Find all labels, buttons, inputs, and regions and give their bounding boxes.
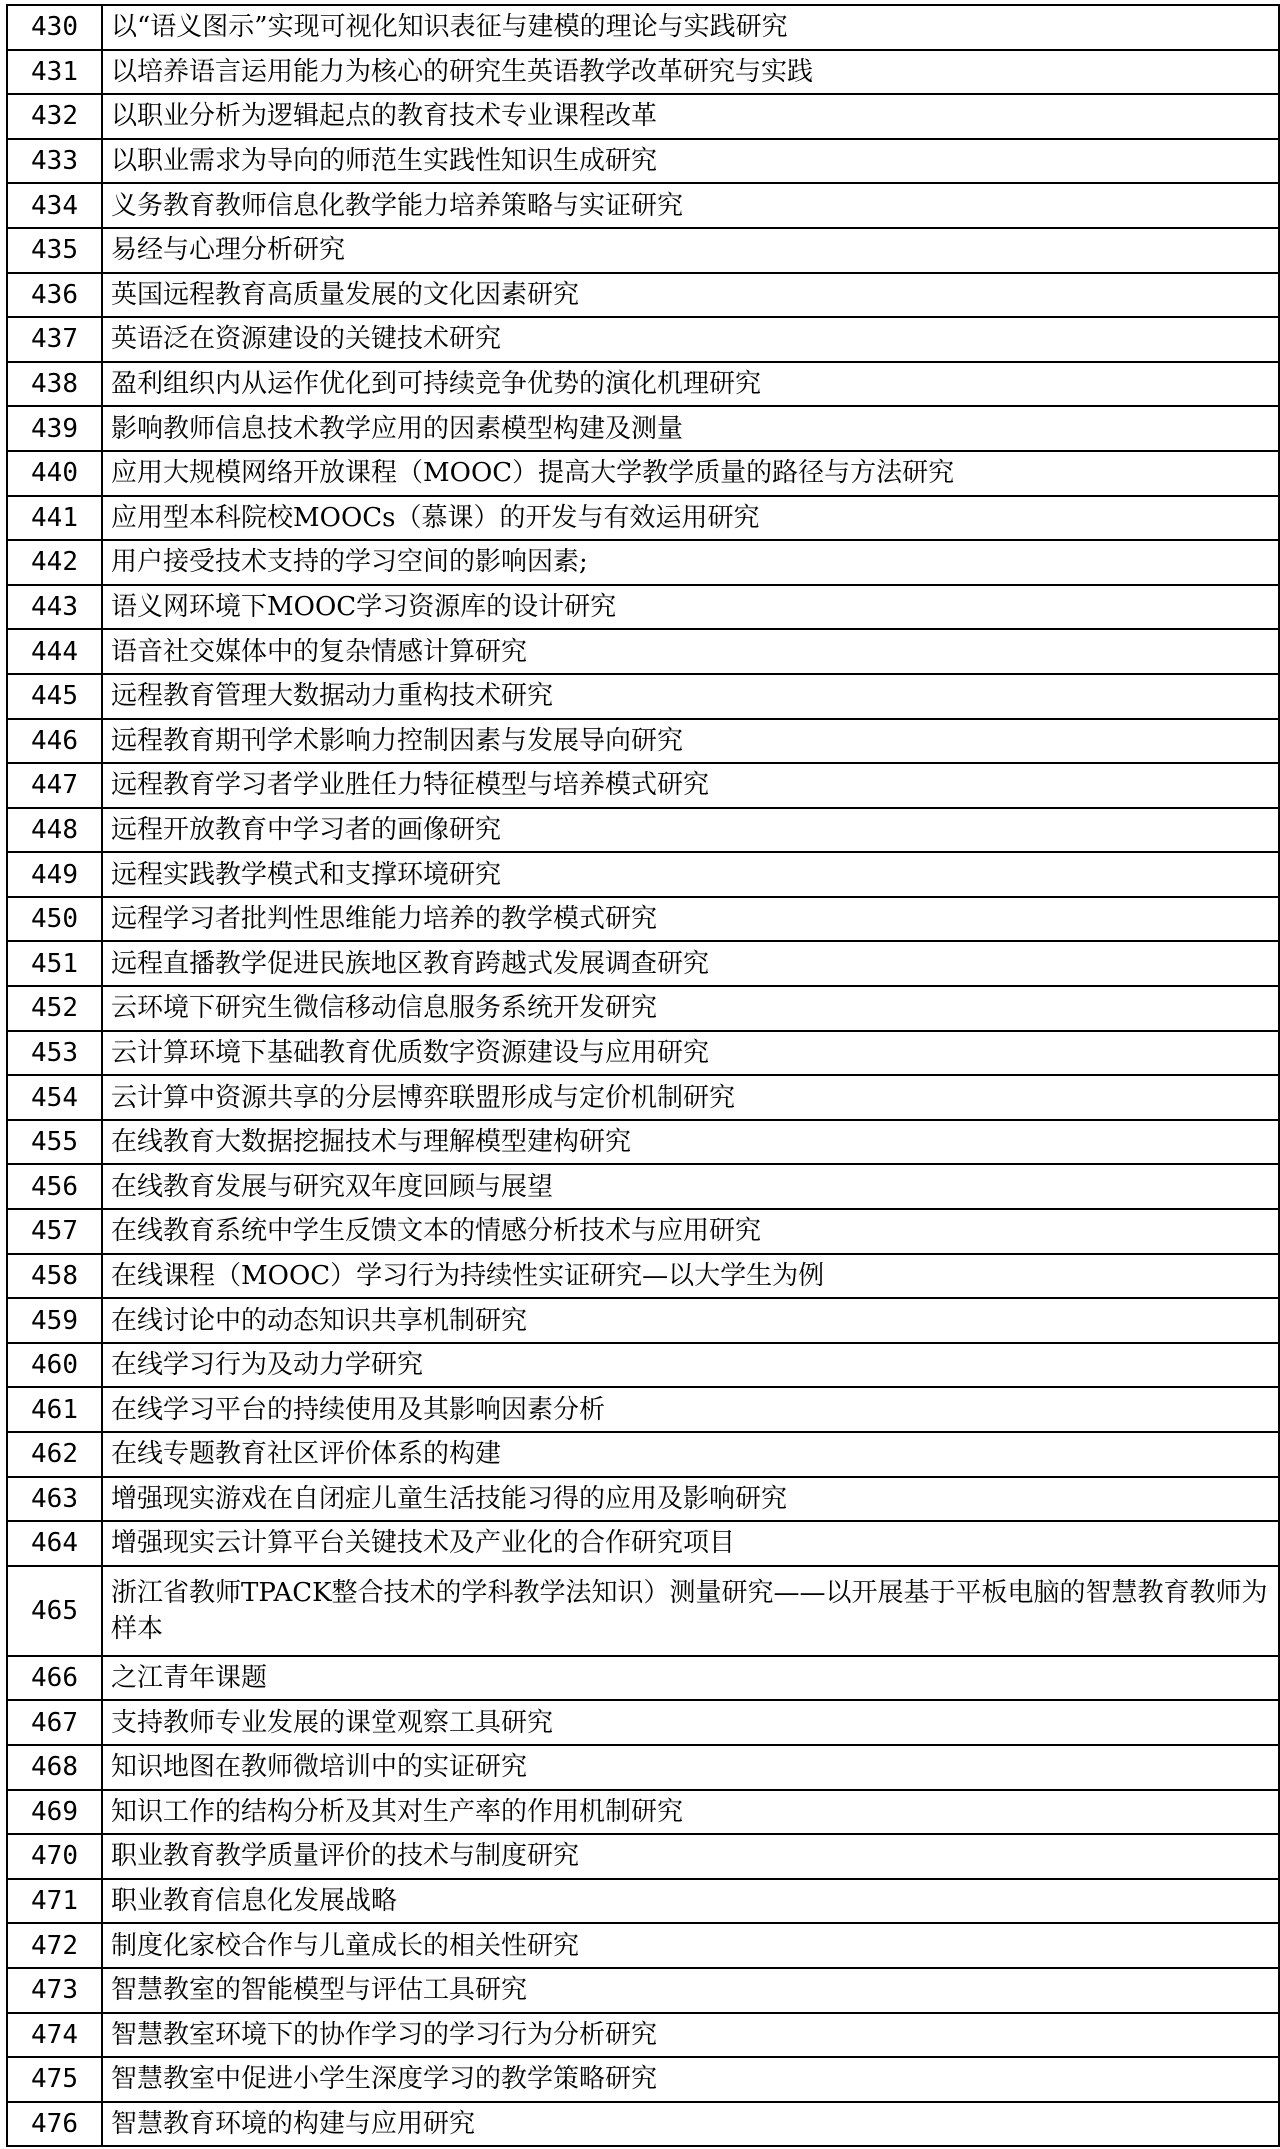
row-number: 474 <box>7 2013 102 2058</box>
table-row <box>7 852 1279 897</box>
topic-title: 应用型本科院校MOOCs（慕课）的开发与有效运用研究 <box>102 496 1279 541</box>
topic-title: 在线学习行为及动力学研究 <box>102 1343 1279 1388</box>
table-row <box>7 763 1279 808</box>
table-row <box>7 1343 1279 1388</box>
row-number: 466 <box>7 1656 102 1701</box>
table-row <box>7 1164 1279 1209</box>
topic-title: 远程教育管理大数据动力重构技术研究 <box>102 674 1279 719</box>
table-row <box>7 941 1279 986</box>
row-number: 473 <box>7 1968 102 2013</box>
row-number: 464 <box>7 1521 102 1566</box>
topic-title: 远程学习者批判性思维能力培养的教学模式研究 <box>102 897 1279 942</box>
topic-title: 远程实践教学模式和支撑环境研究 <box>102 852 1279 897</box>
topic-title: 影响教师信息技术教学应用的因素模型构建及测量 <box>102 406 1279 451</box>
table-row <box>7 2102 1279 2147</box>
row-number: 469 <box>7 1790 102 1835</box>
table-row <box>7 986 1279 1031</box>
row-number: 432 <box>7 94 102 139</box>
table-row <box>7 2057 1279 2102</box>
topic-title: 职业教育教学质量评价的技术与制度研究 <box>102 1834 1279 1879</box>
table-row <box>7 2013 1279 2058</box>
row-number: 433 <box>7 139 102 184</box>
topic-title: 在线专题教育社区评价体系的构建 <box>102 1432 1279 1477</box>
table-row <box>7 540 1279 585</box>
row-number: 449 <box>7 852 102 897</box>
row-number: 430 <box>7 5 102 50</box>
topic-title: 义务教育教师信息化教学能力培养策略与实证研究 <box>102 183 1279 228</box>
row-number: 460 <box>7 1343 102 1388</box>
table-row <box>7 808 1279 853</box>
table-row <box>7 674 1279 719</box>
row-number: 475 <box>7 2057 102 2102</box>
topic-title: 云计算中资源共享的分层博弈联盟形成与定价机制研究 <box>102 1075 1279 1120</box>
row-number: 454 <box>7 1075 102 1120</box>
table-row <box>7 228 1279 273</box>
table-row <box>7 273 1279 318</box>
topic-title: 远程开放教育中学习者的画像研究 <box>102 808 1279 853</box>
table-row <box>7 1656 1279 1701</box>
topic-title: 云环境下研究生微信移动信息服务系统开发研究 <box>102 986 1279 1031</box>
table-body <box>7 5 1279 2146</box>
table-row <box>7 1700 1279 1745</box>
topic-title: 以职业需求为导向的师范生实践性知识生成研究 <box>102 139 1279 184</box>
row-number: 445 <box>7 674 102 719</box>
topic-title: 在线课程（MOOC）学习行为持续性实证研究—以大学生为例 <box>102 1254 1279 1299</box>
row-number: 455 <box>7 1120 102 1165</box>
topic-title: 以“语义图示”实现可视化知识表征与建模的理论与实践研究 <box>102 5 1279 50</box>
topic-title: 职业教育信息化发展战略 <box>102 1879 1279 1924</box>
topic-title: 制度化家校合作与儿童成长的相关性研究 <box>102 1923 1279 1968</box>
row-number: 447 <box>7 763 102 808</box>
table-row <box>7 406 1279 451</box>
row-number: 448 <box>7 808 102 853</box>
topic-title: 英语泛在资源建设的关键技术研究 <box>102 317 1279 362</box>
topic-title: 在线教育系统中学生反馈文本的情感分析技术与应用研究 <box>102 1209 1279 1254</box>
row-number: 441 <box>7 496 102 541</box>
topic-title: 远程直播教学促进民族地区教育跨越式发展调查研究 <box>102 941 1279 986</box>
row-number: 459 <box>7 1298 102 1343</box>
row-number: 435 <box>7 228 102 273</box>
row-number: 456 <box>7 1164 102 1209</box>
row-number: 461 <box>7 1387 102 1432</box>
topic-title: 智慧教室环境下的协作学习的学习行为分析研究 <box>102 2013 1279 2058</box>
topic-title: 知识工作的结构分析及其对生产率的作用机制研究 <box>102 1790 1279 1835</box>
topic-title: 智慧教室中促进小学生深度学习的教学策略研究 <box>102 2057 1279 2102</box>
row-number: 431 <box>7 50 102 95</box>
table-row <box>7 496 1279 541</box>
table-row <box>7 1254 1279 1299</box>
table-row <box>7 1477 1279 1522</box>
topic-title: 语义网环境下MOOC学习资源库的设计研究 <box>102 585 1279 630</box>
topic-title: 在线教育发展与研究双年度回顾与展望 <box>102 1164 1279 1209</box>
row-number: 467 <box>7 1700 102 1745</box>
table-row <box>7 585 1279 630</box>
table-row <box>7 897 1279 942</box>
row-number: 443 <box>7 585 102 630</box>
row-number: 444 <box>7 629 102 674</box>
topic-title: 支持教师专业发展的课堂观察工具研究 <box>102 1700 1279 1745</box>
topic-title: 增强现实云计算平台关键技术及产业化的合作研究项目 <box>102 1521 1279 1566</box>
table-row <box>7 1120 1279 1165</box>
row-number: 468 <box>7 1745 102 1790</box>
table-row <box>7 1432 1279 1477</box>
document-page <box>6 4 1278 2147</box>
topic-title: 用户接受技术支持的学习空间的影响因素; <box>102 540 1279 585</box>
row-number: 446 <box>7 719 102 764</box>
table-row <box>7 1209 1279 1254</box>
table-row <box>7 1075 1279 1120</box>
row-number: 465 <box>7 1566 102 1656</box>
row-number: 438 <box>7 362 102 407</box>
row-number: 440 <box>7 451 102 496</box>
table-row <box>7 50 1279 95</box>
table-row <box>7 1566 1279 1656</box>
row-number: 434 <box>7 183 102 228</box>
topic-title: 浙江省教师TPACK整合技术的学科教学法知识）测量研究——以开展基于平板电脑的智慧教育教师为样本 <box>102 1566 1279 1656</box>
topic-title: 知识地图在教师微培训中的实证研究 <box>102 1745 1279 1790</box>
topic-title: 智慧教室的智能模型与评估工具研究 <box>102 1968 1279 2013</box>
topic-title: 远程教育学习者学业胜任力特征模型与培养模式研究 <box>102 763 1279 808</box>
topic-title: 以职业分析为逻辑起点的教育技术专业课程改革 <box>102 94 1279 139</box>
topic-title: 语音社交媒体中的复杂情感计算研究 <box>102 629 1279 674</box>
topic-title: 英国远程教育高质量发展的文化因素研究 <box>102 273 1279 318</box>
table-row <box>7 1834 1279 1879</box>
table-row <box>7 183 1279 228</box>
row-number: 452 <box>7 986 102 1031</box>
table-row <box>7 1031 1279 1076</box>
table-row <box>7 1521 1279 1566</box>
research-topics-table <box>6 4 1280 2147</box>
topic-title: 应用大规模网络开放课程（MOOC）提高大学教学质量的路径与方法研究 <box>102 451 1279 496</box>
row-number: 470 <box>7 1834 102 1879</box>
table-row <box>7 629 1279 674</box>
topic-title: 在线教育大数据挖掘技术与理解模型建构研究 <box>102 1120 1279 1165</box>
row-number: 437 <box>7 317 102 362</box>
topic-title: 远程教育期刊学术影响力控制因素与发展导向研究 <box>102 719 1279 764</box>
row-number: 458 <box>7 1254 102 1299</box>
topic-title: 增强现实游戏在自闭症儿童生活技能习得的应用及影响研究 <box>102 1477 1279 1522</box>
table-row <box>7 1387 1279 1432</box>
row-number: 442 <box>7 540 102 585</box>
table-row <box>7 94 1279 139</box>
row-number: 436 <box>7 273 102 318</box>
row-number: 457 <box>7 1209 102 1254</box>
topic-title: 盈利组织内从运作优化到可持续竞争优势的演化机理研究 <box>102 362 1279 407</box>
topic-title: 在线学习平台的持续使用及其影响因素分析 <box>102 1387 1279 1432</box>
table-row <box>7 1968 1279 2013</box>
table-row <box>7 719 1279 764</box>
row-number: 450 <box>7 897 102 942</box>
row-number: 463 <box>7 1477 102 1522</box>
table-row <box>7 1923 1279 1968</box>
row-number: 439 <box>7 406 102 451</box>
table-row <box>7 1879 1279 1924</box>
topic-title: 之江青年课题 <box>102 1656 1279 1701</box>
row-number: 453 <box>7 1031 102 1076</box>
topic-title: 以培养语言运用能力为核心的研究生英语教学改革研究与实践 <box>102 50 1279 95</box>
table-row <box>7 362 1279 407</box>
topic-title: 在线讨论中的动态知识共享机制研究 <box>102 1298 1279 1343</box>
table-row <box>7 317 1279 362</box>
topic-title: 智慧教育环境的构建与应用研究 <box>102 2102 1279 2147</box>
topic-title: 易经与心理分析研究 <box>102 228 1279 273</box>
topic-title: 云计算环境下基础教育优质数字资源建设与应用研究 <box>102 1031 1279 1076</box>
row-number: 476 <box>7 2102 102 2147</box>
row-number: 471 <box>7 1879 102 1924</box>
table-row <box>7 451 1279 496</box>
table-row <box>7 1790 1279 1835</box>
row-number: 472 <box>7 1923 102 1968</box>
table-row <box>7 1298 1279 1343</box>
table-row <box>7 1745 1279 1790</box>
row-number: 462 <box>7 1432 102 1477</box>
table-row <box>7 139 1279 184</box>
row-number: 451 <box>7 941 102 986</box>
table-row <box>7 5 1279 50</box>
